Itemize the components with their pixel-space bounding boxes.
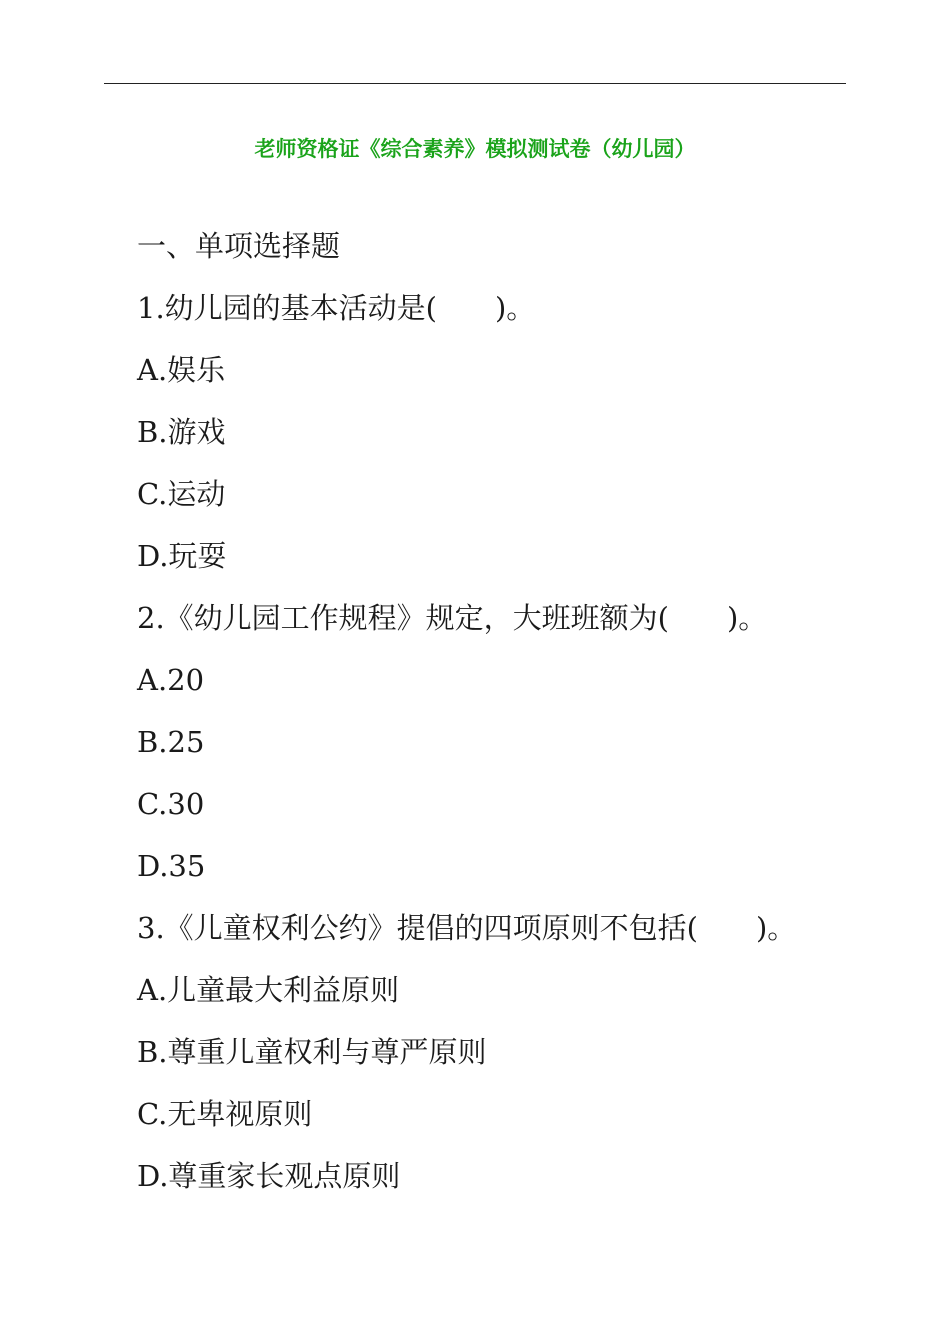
- question-1: [137, 277, 927, 587]
- question-stem: 2.《幼儿园工作规程》规定，大班班额为( )。: [137, 601, 768, 635]
- question-section: [137, 215, 927, 1207]
- question-2: [137, 587, 927, 897]
- option-c: C.无卑视原则: [137, 1097, 313, 1131]
- option-d: D.尊重家长观点原则: [137, 1159, 401, 1193]
- option-d: D.玩耍: [137, 539, 227, 573]
- option-c: C.30: [137, 787, 205, 821]
- option-c: C.运动: [137, 477, 226, 511]
- option-d: D.35: [137, 849, 206, 883]
- option-b: B.游戏: [137, 415, 226, 449]
- document-title: 老师资格证《综合素养》模拟测试卷（幼儿园）: [254, 137, 696, 161]
- option-b: B.25: [137, 725, 205, 759]
- option-a: A.20: [137, 663, 205, 697]
- header-rule: [104, 83, 846, 84]
- section-heading: 一、单项选择题: [137, 229, 341, 263]
- option-a: A.娱乐: [137, 353, 226, 387]
- option-b: B.尊重儿童权利与尊严原则: [137, 1035, 487, 1069]
- option-a: A.儿童最大利益原则: [137, 973, 400, 1007]
- question-stem: 3.《儿童权利公约》提倡的四项原则不包括( )。: [137, 911, 797, 945]
- question-stem: 1.幼儿园的基本活动是( )。: [137, 291, 536, 325]
- question-3: [137, 897, 927, 1207]
